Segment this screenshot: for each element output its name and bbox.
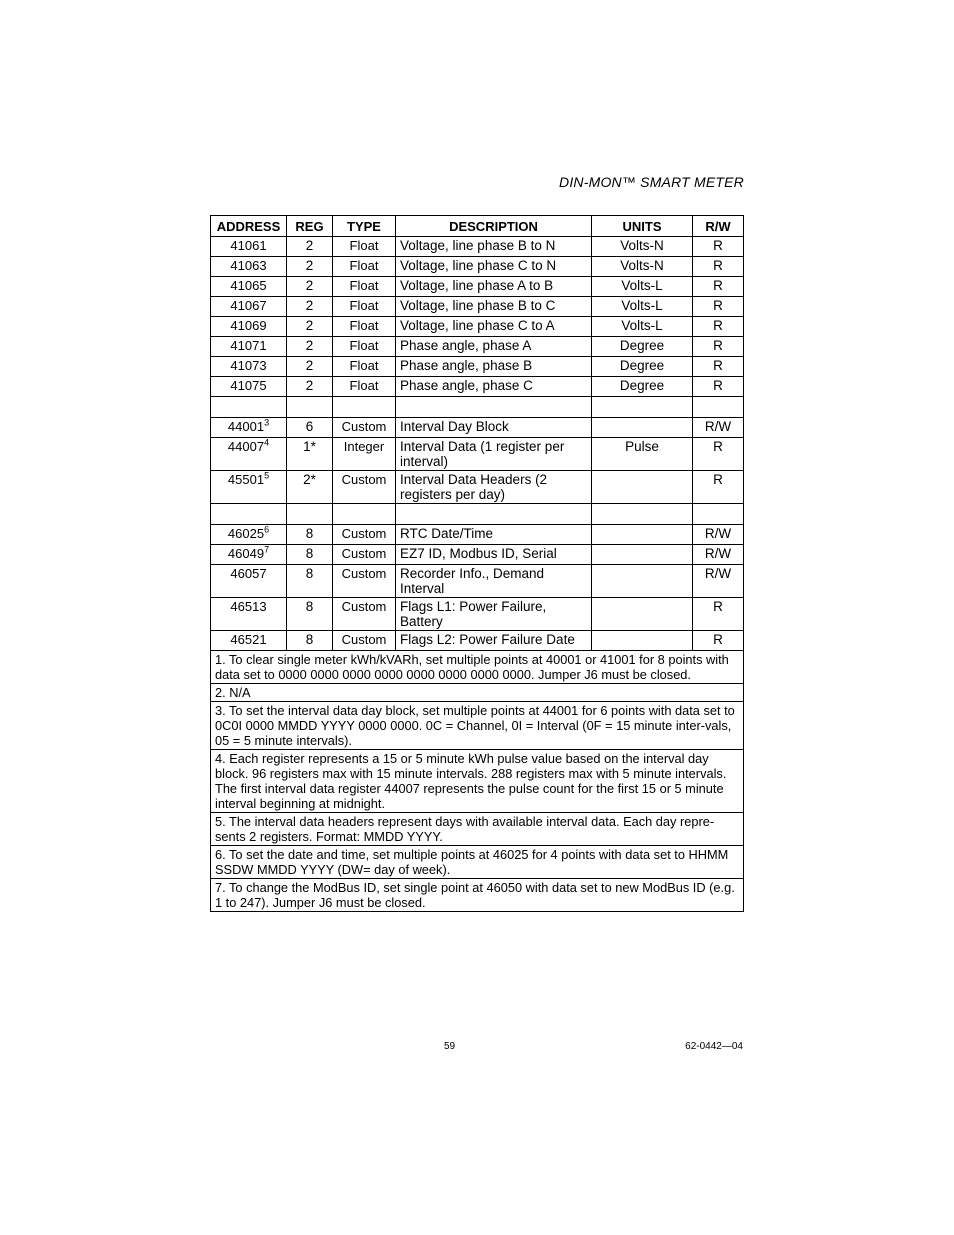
reg-cell-text: 8 bbox=[305, 546, 314, 561]
column-header-rw: R/W bbox=[693, 216, 744, 237]
table-cell bbox=[333, 397, 396, 418]
description-cell-text: EZ7 ID, Modbus ID, Serial bbox=[400, 546, 557, 561]
reg-cell bbox=[287, 565, 333, 598]
address-cell bbox=[211, 631, 287, 651]
type-cell bbox=[333, 377, 396, 397]
rw-cell-text: R bbox=[713, 238, 723, 253]
units-cell bbox=[592, 565, 693, 598]
address-cell bbox=[211, 565, 287, 598]
description-cell bbox=[396, 277, 592, 297]
reg-cell-text: 2 bbox=[305, 278, 314, 293]
address-cell bbox=[211, 418, 287, 438]
address-cell-text: 46521 bbox=[230, 632, 267, 647]
footnote-ref: 5 bbox=[264, 470, 270, 481]
address-cell-text: 44001 bbox=[227, 419, 265, 434]
reg-cell bbox=[287, 257, 333, 277]
type-cell bbox=[333, 545, 396, 565]
table-cell bbox=[333, 504, 396, 525]
reg-cell bbox=[287, 418, 333, 438]
type-cell bbox=[333, 237, 396, 257]
description-cell bbox=[396, 337, 592, 357]
units-cell bbox=[592, 631, 693, 651]
rw-cell-text: R bbox=[713, 278, 723, 293]
description-cell-text: Phase angle, phase C bbox=[400, 378, 533, 393]
address-cell bbox=[211, 317, 287, 337]
address-cell bbox=[211, 545, 287, 565]
rw-cell bbox=[693, 545, 744, 565]
description-cell bbox=[396, 317, 592, 337]
reg-cell-text: 8 bbox=[305, 566, 314, 581]
reg-cell bbox=[287, 438, 333, 471]
type-cell-text: Float bbox=[349, 358, 379, 373]
rw-cell-text: R bbox=[713, 632, 723, 647]
type-cell-text: Float bbox=[349, 238, 379, 253]
table-row bbox=[211, 237, 744, 257]
reg-cell-text: 8 bbox=[305, 599, 314, 614]
footnote-ref: 3 bbox=[264, 417, 270, 428]
address-cell-text: 46049 bbox=[227, 546, 265, 561]
rw-cell-text: R/W bbox=[704, 419, 732, 434]
footnote-ref: 4 bbox=[264, 437, 270, 448]
rw-cell bbox=[693, 565, 744, 598]
reg-cell-text: 2 bbox=[305, 338, 314, 353]
reg-cell-text: 8 bbox=[305, 632, 314, 647]
footnote-3: 3. To set the interval data day block, set multiple points at 44001 for 6 points with data set to 0C0I 0000 MMDD YYYY 0000 0000. 0C = Channel, 0I = Interval (0F = 15 minute inter-vals, 05 = 5 minute intervals). bbox=[211, 702, 744, 750]
table-row bbox=[211, 565, 744, 598]
rw-cell bbox=[693, 525, 744, 545]
rw-cell bbox=[693, 337, 744, 357]
description-cell-text: Flags L1: Power Failure, Battery bbox=[400, 599, 547, 629]
address-cell-text: 41073 bbox=[230, 358, 267, 373]
footnote-5: 5. The interval data headers represent days with available interval data. Each day repre-sents 2 registers. Format: MMDD YYYY. bbox=[211, 813, 744, 846]
description-cell-text: Interval Data Headers (2 registers per day) bbox=[400, 472, 548, 502]
description-cell bbox=[396, 377, 592, 397]
table-row bbox=[211, 357, 744, 377]
rw-cell-text: R bbox=[713, 338, 723, 353]
table-cell bbox=[211, 504, 287, 525]
address-cell bbox=[211, 277, 287, 297]
type-cell bbox=[333, 565, 396, 598]
type-cell bbox=[333, 357, 396, 377]
type-cell bbox=[333, 438, 396, 471]
table-cell bbox=[693, 504, 744, 525]
units-cell bbox=[592, 545, 693, 565]
rw-cell bbox=[693, 418, 744, 438]
type-cell bbox=[333, 631, 396, 651]
footnote-row bbox=[211, 879, 744, 912]
type-cell-text: Custom bbox=[341, 566, 387, 581]
description-cell bbox=[396, 357, 592, 377]
rw-cell bbox=[693, 377, 744, 397]
table-notes bbox=[211, 651, 744, 912]
address-cell bbox=[211, 357, 287, 377]
footnote-row bbox=[211, 813, 744, 846]
units-cell-text: Degree bbox=[619, 378, 665, 393]
description-cell-text: Voltage, line phase B to N bbox=[400, 238, 556, 253]
table-row bbox=[211, 337, 744, 357]
rw-cell bbox=[693, 277, 744, 297]
address-cell-text: 41067 bbox=[230, 298, 267, 313]
type-cell-text: Custom bbox=[341, 419, 387, 434]
description-cell-text: Voltage, line phase C to N bbox=[400, 258, 557, 273]
table-row bbox=[211, 471, 744, 504]
units-cell-text: Degree bbox=[619, 358, 665, 373]
units-cell-text: Volts-L bbox=[621, 318, 663, 333]
table-cell bbox=[592, 504, 693, 525]
rw-cell bbox=[693, 631, 744, 651]
column-header-units: UNITS bbox=[592, 216, 693, 237]
rw-cell-text: R bbox=[713, 258, 723, 273]
units-cell bbox=[592, 337, 693, 357]
description-cell-text: Voltage, line phase C to A bbox=[400, 318, 555, 333]
reg-cell bbox=[287, 357, 333, 377]
column-header-type: TYPE bbox=[333, 216, 396, 237]
type-cell bbox=[333, 598, 396, 631]
units-cell bbox=[592, 357, 693, 377]
type-cell bbox=[333, 418, 396, 438]
reg-cell bbox=[287, 317, 333, 337]
type-cell-text: Custom bbox=[341, 632, 387, 647]
reg-cell-text: 6 bbox=[305, 419, 314, 434]
type-cell bbox=[333, 525, 396, 545]
rw-cell-text: R bbox=[713, 358, 723, 373]
rw-cell-text: R bbox=[713, 318, 723, 333]
reg-cell bbox=[287, 337, 333, 357]
type-cell-text: Float bbox=[349, 338, 379, 353]
units-cell bbox=[592, 237, 693, 257]
reg-cell-text: 2 bbox=[305, 358, 314, 373]
page-number: 59 bbox=[444, 1041, 456, 1052]
units-cell-text: Volts-N bbox=[620, 258, 664, 273]
description-cell bbox=[396, 565, 592, 598]
description-cell-text: Voltage, line phase B to C bbox=[400, 298, 556, 313]
table-spacer-row bbox=[211, 504, 744, 525]
units-cell bbox=[592, 257, 693, 277]
reg-cell-text: 8 bbox=[305, 526, 314, 541]
units-cell bbox=[592, 297, 693, 317]
address-cell-text: 46057 bbox=[230, 566, 267, 581]
footnote-row bbox=[211, 702, 744, 750]
rw-cell-text: R bbox=[713, 378, 723, 393]
table-row bbox=[211, 277, 744, 297]
units-cell bbox=[592, 471, 693, 504]
reg-cell bbox=[287, 471, 333, 504]
table-row bbox=[211, 257, 744, 277]
type-cell bbox=[333, 297, 396, 317]
table-cell bbox=[287, 397, 333, 418]
rw-cell bbox=[693, 237, 744, 257]
table-cell bbox=[287, 504, 333, 525]
type-cell-text: Float bbox=[349, 298, 379, 313]
rw-cell bbox=[693, 598, 744, 631]
footnote-row bbox=[211, 846, 744, 879]
units-cell bbox=[592, 277, 693, 297]
reg-cell bbox=[287, 545, 333, 565]
type-cell bbox=[333, 277, 396, 297]
description-cell bbox=[396, 237, 592, 257]
footnote-4: 4. Each register represents a 15 or 5 minute kWh pulse value based on the interval day block. 96 registers max with 15 minute intervals. 288 registers max with 5 minute intervals. The first interval data register 44007 represents the pulse count for the first 15 or 5 minute interval beginning at midnight. bbox=[211, 750, 744, 813]
units-cell bbox=[592, 317, 693, 337]
reg-cell bbox=[287, 237, 333, 257]
table-row bbox=[211, 545, 744, 565]
rw-cell-text: R bbox=[713, 439, 723, 454]
footnote-row bbox=[211, 684, 744, 702]
reg-cell-text: 2 bbox=[305, 238, 314, 253]
type-cell-text: Float bbox=[349, 318, 379, 333]
table-cell bbox=[211, 397, 287, 418]
description-cell bbox=[396, 438, 592, 471]
rw-cell bbox=[693, 257, 744, 277]
reg-cell bbox=[287, 277, 333, 297]
description-cell bbox=[396, 471, 592, 504]
address-cell-text: 41075 bbox=[230, 378, 267, 393]
rw-cell-text: R/W bbox=[704, 546, 732, 561]
description-cell-text: Voltage, line phase A to B bbox=[400, 278, 554, 293]
units-cell-text: Volts-L bbox=[621, 298, 663, 313]
description-cell-text: Recorder Info., Demand Interval bbox=[400, 566, 545, 596]
type-cell bbox=[333, 471, 396, 504]
description-cell bbox=[396, 525, 592, 545]
description-cell bbox=[396, 418, 592, 438]
type-cell-text: Float bbox=[349, 378, 379, 393]
reg-cell bbox=[287, 598, 333, 631]
units-cell bbox=[592, 377, 693, 397]
units-cell-text: Pulse bbox=[625, 439, 659, 454]
description-cell bbox=[396, 257, 592, 277]
type-cell bbox=[333, 257, 396, 277]
table-header-row bbox=[211, 216, 744, 237]
footnote-1: 1. To clear single meter kWh/kVARh, set multiple points at 40001 or 41001 for 8 points with data set to 0000 0000 0000 0000 0000 0000 0000 0000. Jumper J6 must be closed. bbox=[211, 651, 744, 684]
units-cell-text: Degree bbox=[619, 338, 665, 353]
reg-cell-text: 2 bbox=[305, 318, 314, 333]
column-header-address: ADDRESS bbox=[211, 216, 287, 237]
rw-cell-text: R bbox=[713, 472, 723, 487]
address-cell-text: 46513 bbox=[230, 599, 267, 614]
address-cell bbox=[211, 297, 287, 317]
address-cell bbox=[211, 257, 287, 277]
table-row bbox=[211, 297, 744, 317]
table-row bbox=[211, 598, 744, 631]
address-cell bbox=[211, 237, 287, 257]
description-cell-text: Flags L2: Power Failure Date bbox=[400, 632, 575, 647]
rw-cell bbox=[693, 357, 744, 377]
address-cell-text: 41071 bbox=[230, 338, 267, 353]
column-header-reg: REG bbox=[287, 216, 333, 237]
reg-cell bbox=[287, 525, 333, 545]
description-cell-text: Phase angle, phase A bbox=[400, 338, 532, 353]
table-row bbox=[211, 525, 744, 545]
table-row bbox=[211, 317, 744, 337]
description-cell bbox=[396, 297, 592, 317]
table-cell bbox=[396, 397, 592, 418]
address-cell-text: 46025 bbox=[227, 526, 265, 541]
units-cell bbox=[592, 418, 693, 438]
reg-cell-text: 2 bbox=[305, 258, 314, 273]
reg-cell-text: 1* bbox=[303, 439, 316, 454]
address-cell-text: 41063 bbox=[230, 258, 267, 273]
table-cell bbox=[396, 504, 592, 525]
description-cell bbox=[396, 545, 592, 565]
page-header-title: DIN-MON™ SMART METER bbox=[559, 174, 744, 190]
rw-cell-text: R/W bbox=[704, 526, 732, 541]
footnote-row bbox=[211, 651, 744, 684]
description-cell-text: Phase angle, phase B bbox=[400, 358, 533, 373]
type-cell-text: Integer bbox=[343, 439, 385, 454]
reg-cell bbox=[287, 631, 333, 651]
rw-cell bbox=[693, 438, 744, 471]
rw-cell bbox=[693, 297, 744, 317]
table-body bbox=[211, 237, 744, 651]
rw-cell bbox=[693, 317, 744, 337]
register-table bbox=[210, 215, 744, 912]
description-cell bbox=[396, 598, 592, 631]
column-header-description: DESCRIPTION bbox=[396, 216, 592, 237]
footnote-7: 7. To change the ModBus ID, set single point at 46050 with data set to new ModBus ID (e.g. 1 to 247). Jumper J6 must be closed. bbox=[211, 879, 744, 912]
units-cell-text: Volts-L bbox=[621, 278, 663, 293]
address-cell-text: 41065 bbox=[230, 278, 267, 293]
address-cell-text: 41069 bbox=[230, 318, 267, 333]
footnote-ref: 6 bbox=[264, 524, 270, 535]
table-row bbox=[211, 418, 744, 438]
description-cell-text: Interval Data (1 register per interval) bbox=[400, 439, 565, 469]
address-cell-text: 44007 bbox=[227, 439, 265, 454]
footnote-6: 6. To set the date and time, set multiple points at 46025 for 4 points with data set to HHMM SSDW MMDD YYYY (DW= day of week). bbox=[211, 846, 744, 879]
rw-cell bbox=[693, 471, 744, 504]
rw-cell-text: R/W bbox=[704, 566, 732, 581]
type-cell-text: Custom bbox=[341, 546, 387, 561]
rw-cell-text: R bbox=[713, 599, 723, 614]
type-cell bbox=[333, 317, 396, 337]
footnote-ref: 7 bbox=[264, 544, 270, 555]
description-cell-text: RTC Date/Time bbox=[400, 526, 494, 541]
address-cell bbox=[211, 438, 287, 471]
rw-cell-text: R bbox=[713, 298, 723, 313]
address-cell-text: 45501 bbox=[227, 472, 265, 487]
reg-cell-text: 2* bbox=[303, 472, 316, 487]
reg-cell-text: 2 bbox=[305, 298, 314, 313]
address-cell bbox=[211, 377, 287, 397]
units-cell bbox=[592, 438, 693, 471]
reg-cell-text: 2 bbox=[305, 378, 314, 393]
reg-cell bbox=[287, 377, 333, 397]
address-cell bbox=[211, 525, 287, 545]
type-cell-text: Float bbox=[349, 258, 379, 273]
address-cell bbox=[211, 337, 287, 357]
type-cell-text: Custom bbox=[341, 526, 387, 541]
footnote-2: 2. N/A bbox=[211, 684, 744, 702]
address-cell-text: 41061 bbox=[230, 238, 267, 253]
description-cell bbox=[396, 631, 592, 651]
type-cell bbox=[333, 337, 396, 357]
type-cell-text: Custom bbox=[341, 599, 387, 614]
table-spacer-row bbox=[211, 397, 744, 418]
table-cell bbox=[592, 397, 693, 418]
table-cell bbox=[693, 397, 744, 418]
type-cell-text: Custom bbox=[341, 472, 387, 487]
type-cell-text: Float bbox=[349, 278, 379, 293]
table-row bbox=[211, 438, 744, 471]
units-cell bbox=[592, 525, 693, 545]
footnote-row bbox=[211, 750, 744, 813]
units-cell-text: Volts-N bbox=[620, 238, 664, 253]
document-number: 62-0442—04 bbox=[685, 1041, 743, 1052]
units-cell bbox=[592, 598, 693, 631]
address-cell bbox=[211, 471, 287, 504]
table-row bbox=[211, 377, 744, 397]
reg-cell bbox=[287, 297, 333, 317]
description-cell-text: Interval Day Block bbox=[400, 419, 509, 434]
address-cell bbox=[211, 598, 287, 631]
table-row bbox=[211, 631, 744, 651]
